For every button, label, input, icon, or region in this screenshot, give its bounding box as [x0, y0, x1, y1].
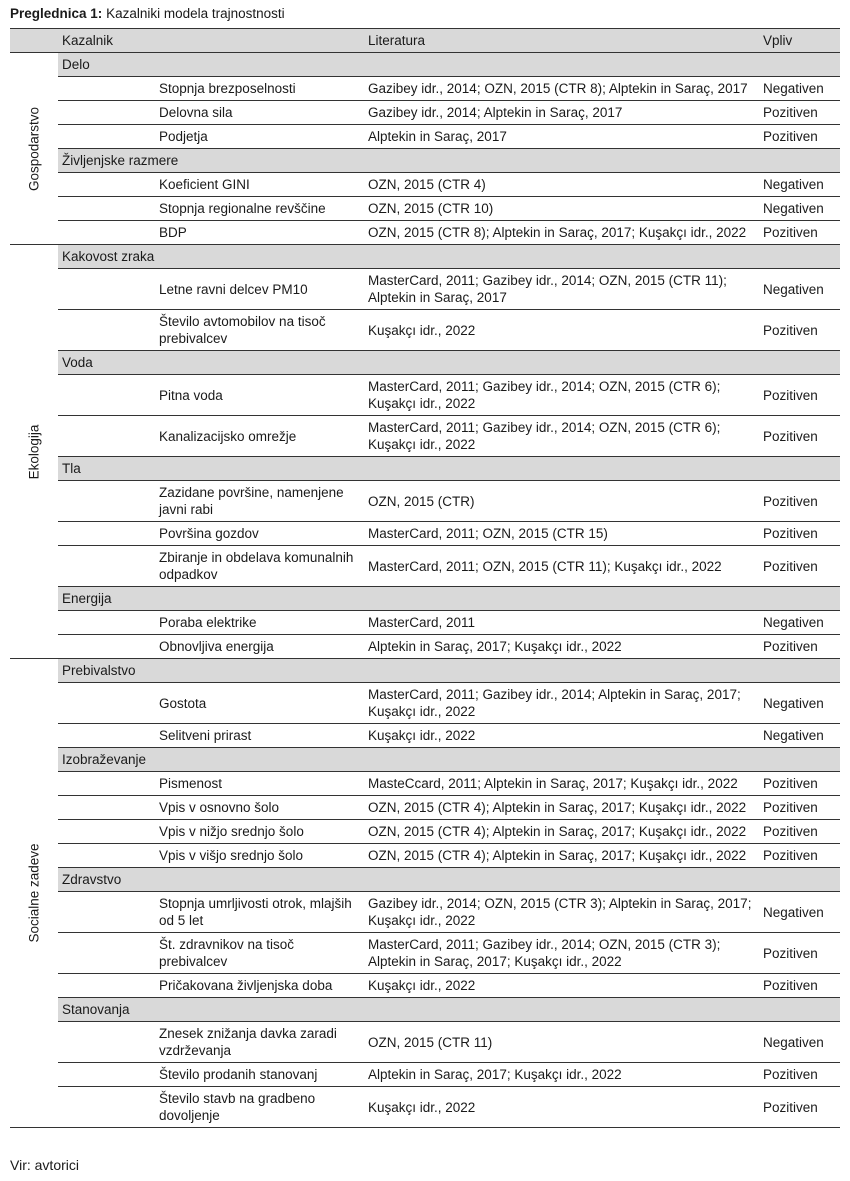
header-effect: Vpliv — [759, 29, 840, 53]
indent-cell — [58, 772, 155, 796]
effect-cell: Negativen — [763, 177, 824, 192]
table-row — [10, 101, 840, 125]
domain-label: Socialne zadeve — [26, 843, 42, 943]
indent-cell — [58, 77, 155, 101]
indicator-cell: Zbiranje in obdelava komunalnih odpadkov — [159, 550, 354, 582]
literature-cell: Gazibey idr., 2014; OZN, 2015 (CTR 3); Alptekin in Saraç, 2017; Kuşakçı idr., 2022 — [368, 896, 752, 928]
effect-cell: Pozitiven — [763, 1099, 818, 1115]
table-row — [10, 221, 840, 245]
category-label: Tla — [62, 461, 81, 476]
indent-cell — [58, 416, 155, 457]
indent-cell — [58, 683, 155, 724]
table-caption — [10, 6, 285, 21]
literature-cell: Kuşakçı idr., 2022 — [368, 728, 476, 743]
indent-cell — [58, 375, 155, 416]
effect-cell: Pozitiven — [763, 493, 818, 509]
indent-cell — [58, 611, 155, 635]
indent-cell — [58, 820, 155, 844]
indicator-cell: Zazidane površine, namenjene javni rabi — [159, 485, 344, 517]
category-label: Delo — [62, 57, 90, 72]
indent-cell — [58, 974, 155, 998]
category-label: Izobraževanje — [62, 752, 147, 767]
literature-cell: MasterCard, 2011; OZN, 2015 (CTR 11); Kuşakçı idr., 2022 — [368, 558, 722, 574]
indent-cell — [58, 844, 155, 868]
table-row — [10, 546, 840, 587]
table-body — [10, 53, 840, 1128]
indicator-cell: Delovna sila — [159, 105, 233, 120]
indent-cell — [58, 522, 155, 546]
table-row — [10, 974, 840, 998]
effect-cell: Pozitiven — [763, 225, 818, 240]
effect-cell: Pozitiven — [763, 639, 818, 654]
effect-cell: Pozitiven — [763, 322, 818, 338]
category-row — [10, 998, 840, 1022]
indent-cell — [58, 310, 155, 351]
table-row — [10, 310, 840, 351]
indicator-cell: Število avtomobilov na tisoč prebivalcev — [159, 314, 326, 346]
category-row — [10, 748, 840, 772]
table-caption-text: Kazalniki modela trajnostnosti — [106, 6, 285, 21]
source-note: Vir: avtorici — [10, 1157, 79, 1173]
indicator-cell: Stopnja umrljivosti otrok, mlajših od 5 let — [159, 896, 352, 928]
table-row — [10, 481, 840, 522]
literature-cell: MasterCard, 2011; Gazibey idr., 2014; OZN, 2015 (CTR 3); Alptekin in Saraç, 2017; Kuşakçı idr., 2022 — [368, 937, 721, 969]
literature-cell: MasteCcard, 2011; Alptekin in Saraç, 2017; Kuşakçı idr., 2022 — [368, 776, 738, 791]
effect-cell: Pozitiven — [763, 848, 818, 863]
indent-cell — [58, 125, 155, 149]
table-row — [10, 375, 840, 416]
effect-cell: Negativen — [763, 904, 824, 920]
literature-cell: Alptekin in Saraç, 2017; Kuşakçı idr., 2022 — [368, 639, 622, 654]
indent-cell — [58, 635, 155, 659]
effect-cell: Negativen — [763, 281, 824, 297]
effect-cell: Negativen — [763, 728, 824, 743]
effect-cell: Pozitiven — [763, 800, 818, 815]
effect-cell: Negativen — [763, 201, 824, 216]
effect-cell: Pozitiven — [763, 945, 818, 961]
effect-cell: Negativen — [763, 81, 824, 96]
effect-cell: Pozitiven — [763, 387, 818, 403]
indicator-cell: Letne ravni delcev PM10 — [159, 281, 308, 297]
indicator-cell: Stopnja regionalne revščine — [159, 201, 326, 216]
indent-cell — [58, 1063, 155, 1087]
literature-cell: OZN, 2015 (CTR) — [368, 493, 475, 509]
category-row — [10, 659, 840, 683]
literature-cell: MasterCard, 2011; Gazibey idr., 2014; Alptekin in Saraç, 2017; Kuşakçı idr., 2022 — [368, 687, 741, 719]
table-row — [10, 724, 840, 748]
table-row — [10, 1022, 840, 1063]
category-row — [10, 351, 840, 375]
table-row — [10, 683, 840, 724]
header-blank — [10, 29, 58, 53]
indicator-cell: Stopnja brezposelnosti — [159, 81, 296, 96]
table-row — [10, 611, 840, 635]
indicator-cell: Poraba elektrike — [159, 615, 257, 630]
table-row — [10, 933, 840, 974]
table-row — [10, 269, 840, 310]
indicator-cell: Kanalizacijsko omrežje — [159, 428, 297, 444]
indent-cell — [58, 269, 155, 310]
category-label: Voda — [62, 355, 93, 370]
literature-cell: OZN, 2015 (CTR 8); Alptekin in Saraç, 2017; Kuşakçı idr., 2022 — [368, 225, 747, 240]
indent-cell — [58, 1022, 155, 1063]
literature-cell: MasterCard, 2011; Gazibey idr., 2014; OZN, 2015 (CTR 11); Alptekin in Saraç, 2017 — [368, 273, 727, 305]
indicator-cell: Podjetja — [159, 129, 208, 144]
table-row — [10, 635, 840, 659]
indent-cell — [58, 481, 155, 522]
table-row — [10, 522, 840, 546]
domain-label: Ekologija — [26, 424, 42, 479]
indent-cell — [58, 933, 155, 974]
indicator-cell: Površina gozdov — [159, 526, 259, 541]
table-row — [10, 77, 840, 101]
category-row — [10, 149, 840, 173]
indicator-cell: Pismenost — [159, 776, 223, 791]
indicator-cell: Znesek znižanja davka zaradi vzdrževanja — [159, 1026, 337, 1058]
indicator-cell: BDP — [159, 225, 187, 240]
indicator-cell: Vpis v višjo srednjo šolo — [159, 848, 304, 863]
category-label: Stanovanja — [62, 1002, 130, 1017]
literature-cell: Kuşakçı idr., 2022 — [368, 978, 476, 993]
table-row — [10, 1063, 840, 1087]
effect-cell: Pozitiven — [763, 1067, 818, 1082]
effect-cell: Pozitiven — [763, 526, 818, 541]
category-label: Energija — [62, 591, 112, 606]
indicator-cell: Obnovljiva energija — [159, 639, 274, 654]
domain-label: Gospodarstvo — [26, 106, 42, 191]
literature-cell: Alptekin in Saraç, 2017; Kuşakçı idr., 2022 — [368, 1067, 622, 1082]
category-row — [10, 53, 840, 77]
literature-cell: Gazibey idr., 2014; OZN, 2015 (CTR 8); Alptekin in Saraç, 2017 — [368, 81, 748, 96]
literature-cell: OZN, 2015 (CTR 4); Alptekin in Saraç, 2017; Kuşakçı idr., 2022 — [368, 824, 747, 839]
domain-cell — [10, 53, 58, 245]
table-row — [10, 416, 840, 457]
indicator-cell: Selitveni prirast — [159, 728, 252, 743]
table-row — [10, 844, 840, 868]
effect-cell: Negativen — [763, 1034, 824, 1050]
literature-cell: MasterCard, 2011 — [368, 615, 476, 630]
literature-cell: OZN, 2015 (CTR 4); Alptekin in Saraç, 2017; Kuşakçı idr., 2022 — [368, 800, 747, 815]
effect-cell: Negativen — [763, 615, 824, 630]
category-row — [10, 245, 840, 269]
table-row — [10, 1087, 840, 1128]
literature-cell: Kuşakçı idr., 2022 — [368, 1099, 476, 1115]
indicator-cell: Število stavb na gradbeno dovoljenje — [159, 1091, 316, 1123]
effect-cell: Negativen — [763, 695, 824, 711]
category-row — [10, 587, 840, 611]
table-row — [10, 173, 840, 197]
literature-cell: Kuşakçı idr., 2022 — [368, 322, 476, 338]
indicator-cell: Pitna voda — [159, 387, 223, 403]
literature-cell: MasterCard, 2011; OZN, 2015 (CTR 15) — [368, 526, 608, 541]
indicator-cell: Število prodanih stanovanj — [159, 1067, 318, 1082]
effect-cell: Pozitiven — [763, 129, 818, 144]
table-caption-label: Preglednica 1: — [10, 6, 103, 21]
literature-cell: Gazibey idr., 2014; Alptekin in Saraç, 2017 — [368, 105, 623, 120]
literature-cell: OZN, 2015 (CTR 4) — [368, 177, 486, 192]
table-row — [10, 772, 840, 796]
header-literature: Literatura — [364, 29, 759, 53]
effect-cell: Pozitiven — [763, 558, 818, 574]
indicator-cell: Vpis v nižjo srednjo šolo — [159, 824, 304, 839]
header-indicator: Kazalnik — [58, 29, 364, 53]
category-label: Življenjske razmere — [62, 153, 179, 168]
effect-cell: Pozitiven — [763, 824, 818, 839]
literature-cell: MasterCard, 2011; Gazibey idr., 2014; OZN, 2015 (CTR 6); Kuşakçı idr., 2022 — [368, 420, 721, 452]
table-row — [10, 820, 840, 844]
indent-cell — [58, 101, 155, 125]
table-row — [10, 125, 840, 149]
indent-cell — [58, 197, 155, 221]
table-row — [10, 197, 840, 221]
indent-cell — [58, 221, 155, 245]
literature-cell: OZN, 2015 (CTR 10) — [368, 201, 494, 216]
table-header-row — [10, 29, 840, 53]
indent-cell — [58, 1087, 155, 1128]
indent-cell — [58, 173, 155, 197]
domain-cell — [10, 245, 58, 659]
effect-cell: Pozitiven — [763, 776, 818, 791]
table-row — [10, 892, 840, 933]
indicators-table — [10, 28, 840, 1128]
category-row — [10, 457, 840, 481]
indent-cell — [58, 546, 155, 587]
indicator-cell: Pričakovana življenjska doba — [159, 978, 333, 993]
indent-cell — [58, 724, 155, 748]
indicator-cell: Vpis v osnovno šolo — [159, 800, 280, 815]
indicator-cell: Koeficient GINI — [159, 177, 250, 192]
indicator-cell: Št. zdravnikov na tisoč prebivalcev — [159, 937, 295, 969]
effect-cell: Pozitiven — [763, 428, 818, 444]
indicator-cell: Gostota — [159, 695, 207, 711]
indent-cell — [58, 892, 155, 933]
literature-cell: Alptekin in Saraç, 2017 — [368, 129, 507, 144]
indent-cell — [58, 796, 155, 820]
domain-cell — [10, 659, 58, 1128]
table-row — [10, 796, 840, 820]
literature-cell: MasterCard, 2011; Gazibey idr., 2014; OZN, 2015 (CTR 6); Kuşakçı idr., 2022 — [368, 379, 721, 411]
literature-cell: OZN, 2015 (CTR 11) — [368, 1034, 493, 1050]
category-label: Zdravstvo — [62, 872, 122, 887]
literature-cell: OZN, 2015 (CTR 4); Alptekin in Saraç, 2017; Kuşakçı idr., 2022 — [368, 848, 747, 863]
effect-cell: Pozitiven — [763, 105, 818, 120]
effect-cell: Pozitiven — [763, 978, 818, 993]
category-label: Prebivalstvo — [62, 663, 136, 678]
category-label: Kakovost zraka — [62, 249, 155, 264]
category-row — [10, 868, 840, 892]
